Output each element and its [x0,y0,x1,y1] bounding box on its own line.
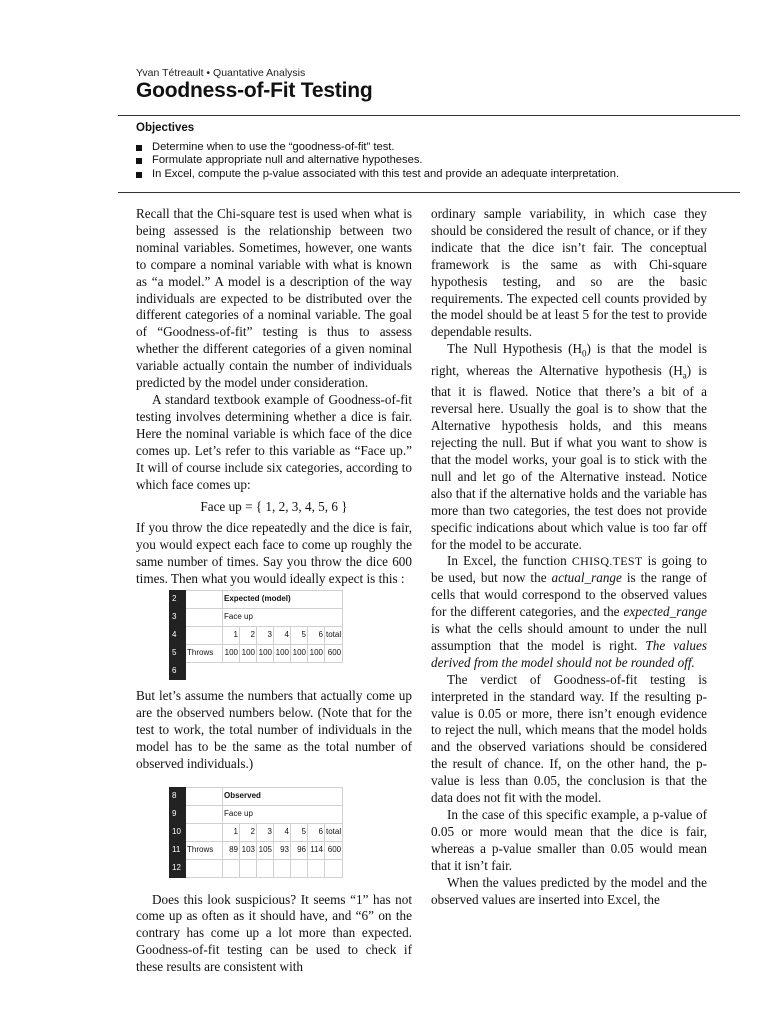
right-column [431,206,707,908]
face-header: 6 [308,626,325,644]
row-number: 3 [170,608,186,626]
objectives-box [136,122,736,181]
face-header: 4 [274,626,291,644]
row-label: Throws [186,644,223,662]
face-header: 6 [308,823,325,841]
total-cell: 600 [325,644,343,662]
top-rule [118,115,740,116]
table-cell: 103 [240,841,257,859]
actual-range-term: actual_range [551,570,622,586]
paragraph: The verdict of Goodness-of-fit testing is interpreted in the standard way. If the resulting p-value is 0.05 or more, there isn’t enough evidence to reject the null, which means that the model holds and the observed variations should be considered the result of chance. If, on the other hand, the p-value is less than 0.05, the conclusion is that the data does not fit with the model. [431,671,707,806]
page-header [136,67,736,103]
paragraph: A standard textbook example of Goodness-of-fit testing involves determining whether a dice is fair. Here the nominal variable is which face of the dice comes up. Let’s refer to this variable as “Face up.” It will of course include six categories, according to which face comes up: [136,391,412,492]
expected-table [169,590,343,681]
table-cell: 100 [308,644,325,662]
table-title: Expected (model) [223,590,343,608]
paragraph: If you throw the dice repeatedly and the dice is fair, you would expect each face to come up roughly the same number of times. Say you throw the dice 600 times. Then what you would ideally expect is this : [136,520,412,587]
table-subtitle: Face up [223,608,343,626]
objectives-list [136,141,736,182]
table-cell: 100 [240,644,257,662]
paragraph: In the case of this specific example, a p-value of 0.05 or more would mean that the dice is fair, whereas a p-value smaller than 0.05 would mean that it isn’t fair. [431,807,707,873]
objective-item: In Excel, compute the p-value associated with this test and provide an adequate interpretation. [136,168,736,182]
objectives-bottom-rule [118,192,740,193]
ha-subscript: a [682,370,687,381]
total-header: total [325,823,343,841]
row-number: 9 [170,805,186,823]
objective-item: Determine when to use the “goodness-of-fit” test. [136,141,736,155]
objective-item: Formulate appropriate null and alternative hypotheses. [136,154,736,168]
table-cell: 100 [274,644,291,662]
face-header: 2 [240,823,257,841]
face-header: 4 [274,823,291,841]
table-cell: 100 [257,644,274,662]
total-header: total [325,626,343,644]
bullet-square-icon [136,145,142,151]
paragraph: ordinary sample variability, in which case they should be considered the result of chance, or if they indicate that the dice isn’t fair. The conceptual framework is the same as with Chi-square hypothesis testing, and so are the basic requirements. The expected cell counts provided by the model should be at least 5 for the test to provide dependable results. [431,206,707,340]
face-header: 1 [223,626,240,644]
excel-paragraph: In Excel, the function CHISQ.TEST is going to be used, but now the actual_range is the range of cells that would correspond to the observed values for the different categories, and the expected_range is what the cells should amount to under the null assumption that the model is right. The values derived from the model should not be rounded off. [431,553,707,670]
observed-table [169,787,343,878]
bullet-square-icon [136,158,142,164]
face-header: 2 [240,626,257,644]
rounding-note: The values derived from the model should not be rounded off. [431,637,707,670]
hypotheses-paragraph: The Null Hypothesis $(H_0)$ is that the model is right, whereas the Alternative hypothesis $(H_a)$ is that it is flawed. Notice that there’s a bit of a reversal here. Usually the goal is to show that the Alternative hypothesis holds, and this means rejecting the null. But if what you want to show is that the model works, your goal is to stick with the null and let go of the Alternative instead. Notice also that if the alternative holds and the variable has more than two categories, the test does not provide specific indications about which value is too far off for the model to be accurate. [431,341,707,552]
paragraph: But let’s assume the numbers that actually come up are the observed numbers below. (Note that for the test to work, the total number of individuals in the model has to be the same as the total number of observed individuals.) [136,688,412,772]
table-cell: 114 [308,841,325,859]
author-line: Yvan Tétreault • Quantative Analysis [136,67,306,79]
function-name: CHISQ.TEST [571,554,643,569]
face-up-equation: Face up = { 1, 2, 3, 4, 5, 6 } [200,499,348,515]
table-cell: 100 [291,644,308,662]
row-number: 5 [170,644,186,662]
table-cell: 100 [223,644,240,662]
h0-subscript: 0 [582,348,587,359]
paragraph: Does this look suspicious? It seems “1” has not come up as often as it should have, and “6” on the contrary has come up a lot more than expected. Goodness-of-fit testing can be used to check if these results are consistent with [136,891,412,975]
table-title: Observed [223,788,343,806]
table-cell: 105 [257,841,274,859]
row-number: 4 [170,626,186,644]
face-header: 3 [257,823,274,841]
total-cell: 600 [325,841,343,859]
table-cell: 89 [223,841,240,859]
row-number: 10 [170,823,186,841]
row-number: 2 [170,590,186,608]
expected-range-term: expected_range [623,604,707,620]
table-cell: 96 [291,841,308,859]
row-number: 11 [170,841,186,859]
objectives-heading: Objectives [136,122,195,134]
row-number: 12 [170,859,186,877]
row-number: 6 [170,662,186,680]
page-title: Goodness-of-Fit Testing [136,79,373,102]
face-header: 5 [291,626,308,644]
face-header: 5 [291,823,308,841]
row-label: Throws [186,841,223,859]
table-cell: 93 [274,841,291,859]
face-header: 3 [257,626,274,644]
face-header: 1 [223,823,240,841]
paragraph: Recall that the Chi-square test is used when what is being assessed is the relationship between two nominal variables. Sometimes, however, one wants to compare a nominal variable with what is known as “a model.” A model is a description of the way individuals are expected to be distributed over the different categories of a nominal variable. The goal of “Goodness-of-fit” testing is thus to assess whether the different categories of a given nominal variable actually contain the number of individuals predicted by the model under consideration. [136,206,412,391]
left-column [136,206,412,976]
row-number: 8 [170,788,186,806]
bullet-square-icon [136,172,142,178]
paragraph: When the values predicted by the model and the observed values are inserted into Excel, the [431,874,707,907]
table-subtitle: Face up [223,805,343,823]
